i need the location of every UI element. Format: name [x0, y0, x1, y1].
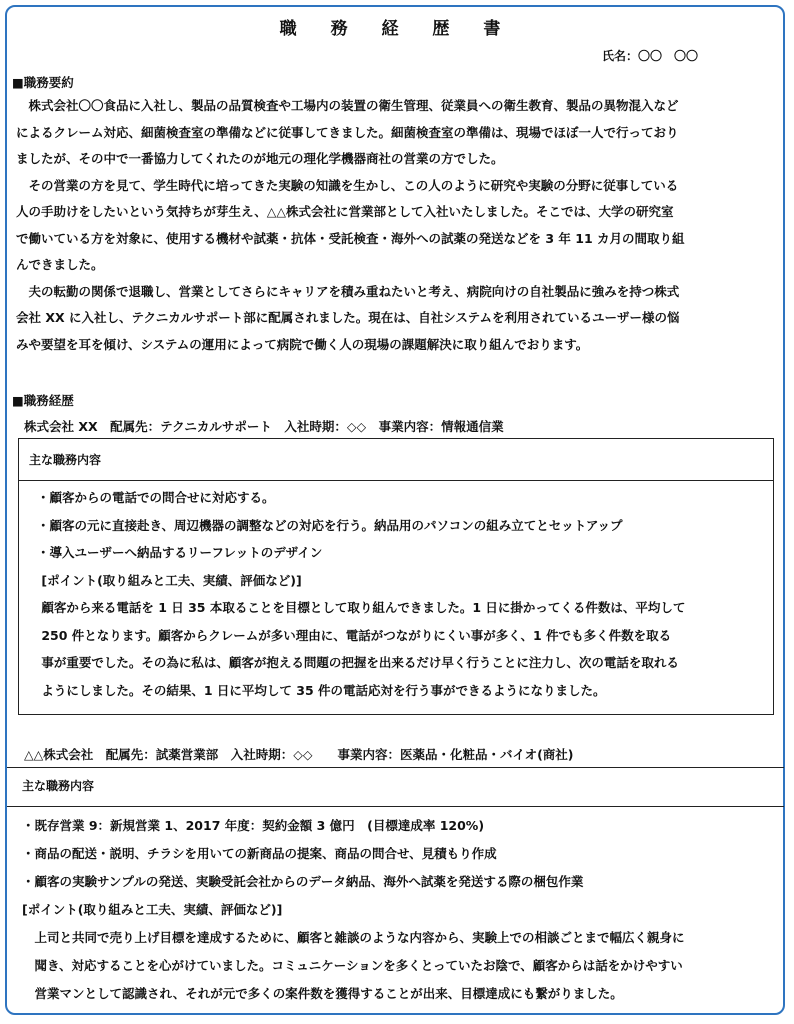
job-1-duties-box: [18, 438, 774, 715]
job-1-duty-line: [ポイント(取り組みと工夫、実績、評価など)]: [37, 572, 302, 588]
job-1-duty-line: ・導入ユーザーへ納品するリーフレットのデザイン: [37, 545, 323, 560]
summary-line: によるクレーム対応、細菌検査室の準備などに従事してきました。細菌検査室の準備は、現場でほぼ一人で行っており: [16, 124, 679, 140]
job-1-duty-line: ・顧客の元に直接赴き、周辺機器の調整などの対応を行う。納品用のパソコンの組み立てとセットアップ: [37, 517, 623, 533]
job-1-duty-line: 顧客から来る電話を 1 日 35 本取ることを目標として取り組んできました。1 日に掛かってくる件数は、平均して: [37, 600, 686, 615]
summary-line: で働いている方を対象に、使用する機材や試薬・抗体・受託検査・海外への試薬の発送などを 3 年 11 カ月の間取り組: [16, 230, 685, 246]
job-1-duty-line: ようにしました。その結果、1 日に平均して 35 件の電話応対を行う事ができるようになりました。: [37, 682, 606, 698]
job-2-duty-line: [ポイント(取り組みと工夫、実績、評価など)]: [22, 902, 283, 917]
summary-line: 会社 XX に入社し、テクニカルサポート部に配属されました。現在は、自社システムを利用されているユーザー様の悩: [16, 310, 680, 325]
summary-body: [16, 93, 756, 358]
applicant-name: 氏名：〇〇 〇〇: [601, 49, 698, 63]
job-2-duty-line: ・顧客の実験サンプルの発送、実験受託会社からのデータ納品、海外へ試薬を発送する際の梱包作業: [22, 874, 584, 889]
job-1-duty-line: 250 件となります。顧客からクレームが多い理由に、電話がつながりにくい事が多く、1 件でも多く件数を取る: [37, 627, 672, 643]
job-2-top-rule: [7, 767, 784, 768]
job-2-duty-line: ・既存営業 9：新規営業 1、2017 年度：契約金額 3 億円 (目標達成率 120%): [22, 818, 485, 833]
job-2-duty-line: 上司と共同で売り上げ目標を達成するために、顧客と雑談のような内容から、実験上での相談ごとまで幅広く親身に: [22, 930, 685, 945]
job-1-duties-heading: 主な職務内容: [19, 439, 773, 481]
job-2-duties-body: [22, 812, 685, 1008]
job-1-duty-line: ・顧客からの電話での問合せに対応する。: [37, 490, 275, 505]
summary-line: 人の手助けをしたいという気持ちが芽生え、△△株式会社に営業部として入社いたしました。そこでは、大学の研究室: [16, 204, 674, 219]
document-title: 職 務 経 歴 書: [279, 19, 515, 39]
job-2-duty-line: 営業マンとして認識され、それが元で多くの案件数を獲得することが出来、目標達成にも繋がりました。: [22, 986, 623, 1001]
summary-line: 夫の転勤の関係で退職し、営業としてさらにキャリアを積み重ねたいと考え、病院向けの自社製品に強みを持つ株式: [16, 283, 680, 299]
job-2-duty-line: 聞き、対応することを心がけていました。コミュニケーションを多くとっていたお陰で、顧客からは話をかけやすい: [22, 958, 683, 973]
job-2-heading-rule: [7, 806, 784, 807]
summary-heading: ■職務要約: [12, 75, 74, 90]
history-heading: ■職務経歴: [12, 393, 74, 408]
job-2-duty-line: ・商品の配送・説明、チラシを用いての新商品の提案、商品の問合せ、見積もり作成: [22, 846, 497, 861]
job-1-duty-line: 事が重要でした。その為に私は、顧客が抱える問題の把握を出来るだけ早く行うことに注力し、次の電話を取れる: [37, 655, 679, 670]
summary-line: その営業の方を見て、学生時代に培ってきた実験の知識を生かし、この人のように研究や実験の分野に従事している: [16, 177, 679, 193]
job-2-company-line: △△株式会社 配属先：試薬営業部 入社時期：◇◇ 事業内容：医薬品・化粧品・バイオ(商社): [24, 747, 574, 762]
summary-line: みや要望を耳を傾け、システムの運用によって病院で働く人の現場の課題解決に取り組んでおります。: [16, 336, 589, 352]
job-1-duties-body: [37, 484, 685, 704]
summary-line: んできました。: [16, 257, 104, 272]
job-2-duties-heading: 主な職務内容: [22, 779, 95, 793]
job-1-company-line: 株式会社 XX 配属先：テクニカルサポート 入社時期：◇◇ 事業内容：情報通信業: [24, 419, 504, 434]
summary-line: ましたが、その中で一番協力してくれたのが地元の理化学機器商社の営業の方でした。: [16, 151, 504, 166]
summary-line: 株式会社〇〇食品に入社し、製品の品質検査や工場内の装置の衛生管理、従業員への衛生教育、製品の異物混入など: [16, 98, 679, 113]
